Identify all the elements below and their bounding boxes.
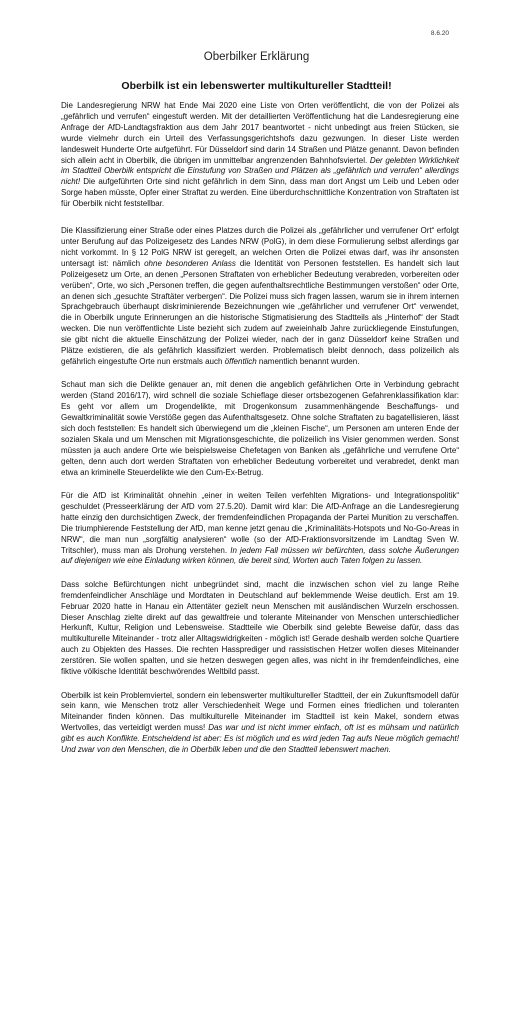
document-title: Oberbilk ist ein lebenswerter multikultureller Stadtteil! [121,80,392,92]
text-run: die Identität von Personen feststellen. Es handelt sich laut Polizeigesetz um Orte, an denen „Personen Straftaten von erheblicher Bedeutung verabreden, vorbereiten oder verüben“, Orte, wo sich „Personen treffen, die gegen aufenthaltsrechtliche Bestimmungen verstoßen“ oder Orte, an denen sich „gesuchte Straftäter verbergen“. Die Polizei muss sich fragen lassen, warum sie in ihrem internen Sprachgebrauch überhaupt diskriminierende Bezeichnungen wie „gefährlicher und verrufener Ort“ verwendet, die in Oberbilk ungute Erinnerungen an die historische Stigmatisierung des Stadtteils als „Hinterhof“ der Stadt wecken. Die nun veröffentlichte Liste bezieht sich zudem auf zweieinhalb Jahre zurückliegende Einstufungen, sie gibt nicht die aktuelle Einschätzung der Polizei wieder, nach der in ganz Düsseldorf keine Straßen und Plätze existieren, die als gefährlich klassifiziert werden. Problematisch bleibt dennoch, dass polizeilich als gefährlich eingestufte Orte nun erstmals auch [61,258,459,366]
document-heading: Oberbilker Erklärung [203,51,310,63]
emphasized-text-run: In jedem Fall müssen wir befürchten, dass solche Äußerungen auf diejenigen wie eine Einladung wirken können, die bereit sind, Worten auch Taten folgen zu lassen. [61,545,459,566]
text-run: Die Klassifizierung einer Straße oder eines Platzes durch die Polizei als „gefährlicher und verrufener Ort“ erfolgt unter Berufung auf das Polizeigesetz des Landes NRW (PolG), in dem diese Formulierung selbst allerdings gar nicht vorkommt. In § 12 PolG NRW ist geregelt, an welchen Orten die Polizei etwas darf, was ihr ansonsten untersagt ist: nämlich [61,226,459,268]
paragraph [61,580,459,678]
text-run: Für die AfD ist Kriminalität ohnehin „einer in weiten Teilen verfehlten Migrations- und Integrationspolitik“ geschuldet (Presseerklärung der AfD vom 27.5.20). Damit wird klar: Die AfD-Anfrage an die Landesregierung hatte einzig den durchsichtigen Zweck, der fremdenfeindlichen Propaganda der Partei Munition zu verschaffen. Die triumphierende Feststellung der AfD, man kenne jetzt genau die „Kriminalitäts-Hotspots und No-Go-Areas in NRW“, die man nun „sorgfältig analysieren“ wolle (so der AfD-Fraktionsvorsitzende im Landtag Sven W. Tritschler), muss man als Drohung verstehen. [61,491,459,555]
paragraph [61,380,459,478]
text-run: Die aufgeführten Orte sind nicht gefährlich in dem Sinn, dass man dort Angst um Leib und Leben oder Sorge haben müsste, Opfer einer Straftat zu werden. Eine überdurchschnittliche Konzentration von Straftaten ist für Oberbilk nicht feststellbar. [61,177,459,209]
text-run: Dass solche Befürchtungen nicht unbegründet sind, macht die inzwischen schon viel zu lange Reihe fremdenfeindlicher Anschläge und Mordtaten in Deutschland auf beklemmende Weise deutlich. Erst am 19. Februar 2020 hatte in Hanau ein Attentäter gezielt neun Menschen mit ausländischen Wurzeln erschossen. Dieser Anschlag zielte direkt auf das gewaltfreie und tolerante Miteinander von Menschen unterschiedlicher Herkunft, Kultur, Religion und Lebensweise. Stadtteile wie Oberbilk sind gelebte Beweise dafür, dass das multikulturelle Miteinander - trotz aller Alltagswidrigkeiten - möglich ist! Gerade deshalb werden solche Quartiere auch zu Objekten des Hasses. Die rechten Hassprediger und rassistischen Hetzer wollen dieses Miteinander zerstören. Sie wollen spalten, und sie hetzen deswegen gegen alles, was nicht in ihr fremdenfeindliches, eine fiktive völkische Identität beschwörendes Weltbild passt. [61,579,459,677]
emphasized-text-run: öffentlich [224,356,257,366]
text-run: namentlich benannt wurden. [256,356,360,366]
emphasized-text-run: Das war und ist nicht immer einfach, oft ist es mühsam und natürlich gibt es auch Konflikte. Entscheidend ist aber: Es ist möglich und es wird jeden Tag aufs Neue möglich gemacht! Und zwar von den Menschen, die in Oberbilk leben und die den Stadtteil lebenswert machen. [61,723,459,755]
emphasized-text-run: Der gelebten Wirklichkeit im Stadtteil Oberbilk entspricht die Einstufung von Straßen und Plätzen als „gefährlich und verrufen“ allerdings nicht! [61,155,459,187]
paragraph [61,101,459,210]
paragraph [61,491,459,567]
text-run: Die Landesregierung NRW hat Ende Mai 2020 eine Liste von Orten veröffentlicht, die von der Polizei als „gefährlich und verrufen“ eingestuft werden. Mit der detaillierten Veröffentlichung hat die Landesregierung eine Anfrage der AfD-Landtagsfraktion aus dem Jahr 2017 beantwortet - nicht unbedingt aus freien Stücken, sie wurde vielmehr durch ein Urteil des Verfassungsgerichtshofs dazu gezwungen. In dieser Liste werden landesweit Hunderte Orte aufgeführt. Für Düsseldorf sind darin 14 Straßen und Plätze genannt. Davon befinden sich allein acht in Oberbilk, die übrigen im unmittelbar angrenzenden Bahnhofsviertel. [61,101,459,165]
document-body [61,101,459,768]
text-run: Schaut man sich die Delikte genauer an, mit denen die angeblich gefährlichen Orte in Verbindung gebracht werden (Stand 2016/17), wird schnell die soziale Schieflage dieser ortsbezogenen Gefahrenklassifikation klar: Es geht vor allem um Drogendelikte, mit Drogenkonsum zusammenhängende Beschaffungs- und Gewaltkriminalität sowie Verstöße gegen das Aufenthaltsgesetz. Ohne solche Straftaten zu bagatellisieren, lässt sich doch feststellen: Es handelt sich überwiegend um die „kleinen Fische“, um Personen am unteren Ende der sozialen Skala und um Menschen mit Migrationsgeschichte, die polizeilich ins Visier genommen werden. Sonst müssten ja auch andere Orte wie beispielsweise Chefetagen von Banken als „gefährliche und verrufene Orte“ gelten, denn auch dort werden Straftaten von erheblicher Bedeutung vorbereitet und verabredet, denkt man etwa an kriminelle Steuerdelikte wie den Cum-Ex-Betrug. [61,380,459,477]
paragraph [61,226,459,368]
paragraph [61,691,459,756]
text-run: Oberbilk ist kein Problemviertel, sondern ein lebenswerter multikultureller Stadtteil, der ein Zukunftsmodell dafür sein kann, wie Menschen trotz aller Verschiedenheit Wege und Formen eines friedlichen und toleranten Miteinander finden können. Das multikulturelle Miteinander im Stadtteil ist kein Makel, sondern etwas Wertvolles, das verteidigt werden muss! [61,690,459,733]
emphasized-text-run: ohne besonderen Anlass [144,258,236,268]
date-label: 8.6.20 [430,30,449,37]
